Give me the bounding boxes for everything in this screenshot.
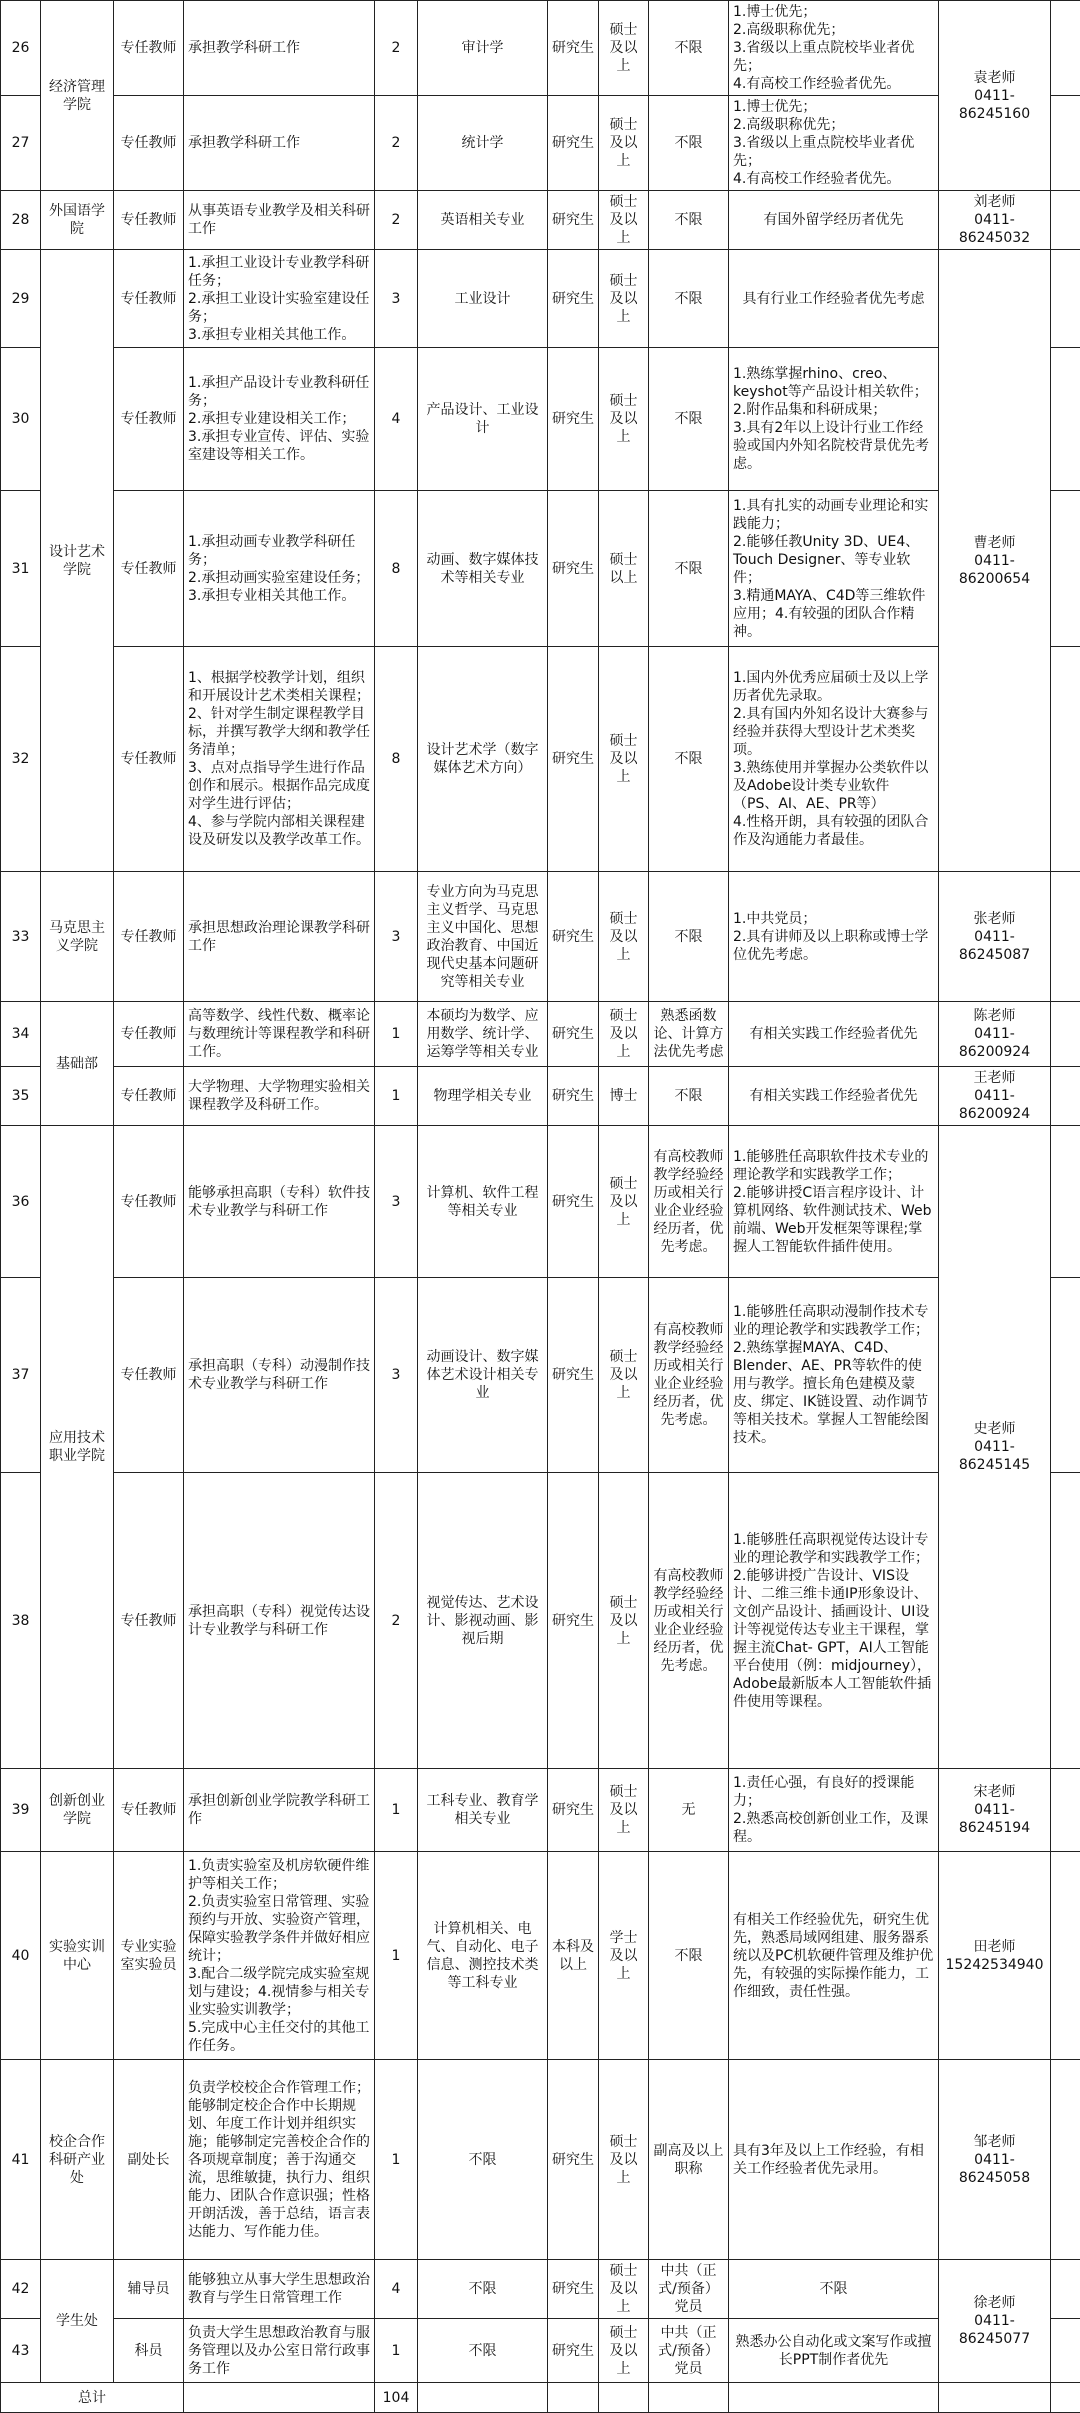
- education-cell: 研究生: [548, 1126, 599, 1278]
- major-cell: 英语相关专业: [418, 191, 548, 250]
- major-cell: 设计艺术学（数字媒体艺术方向）: [418, 647, 548, 872]
- unit-name: 应用技术职业学院: [41, 1126, 114, 1769]
- unit-name: 创新创业学院: [41, 1769, 114, 1852]
- requirement-cell: 具有3年及以上工作经验，有相关工作经验者优先录用。: [729, 2060, 939, 2260]
- requirement-cell: 熟悉办公自动化或文案写作或擅长PPT制作者优先: [729, 2319, 939, 2383]
- unit-name: 基础部: [41, 1002, 114, 1126]
- headcount-cell: 2: [375, 191, 418, 250]
- row-number: 30: [1, 348, 41, 491]
- experience-cell: 中共（正式/预备）党员: [649, 2260, 729, 2319]
- headcount-cell: 1: [375, 1769, 418, 1852]
- blank-cell: [1051, 96, 1080, 191]
- major-cell: 不限: [418, 2260, 548, 2319]
- degree-cell: 硕士及以上: [599, 191, 649, 250]
- unit-name: 马克思主义学院: [41, 872, 114, 1002]
- education-cell: 研究生: [548, 1769, 599, 1852]
- blank-cell: [1051, 491, 1080, 647]
- requirement-cell: 1.熟练掌握rhino、creo、keyshot等产品设计相关软件； 2.附作品集和科研成果； 3.具有2年以上设计行业工作经验或国内外知名院校背景优先考虑。: [729, 348, 939, 491]
- experience-cell: 无: [649, 1769, 729, 1852]
- row-number: 42: [1, 2260, 41, 2319]
- contact-cell: 王老师 0411-86200924: [939, 1067, 1051, 1126]
- duty-cell: 1、根据学校教学计划，组织和开展设计艺术类相关课程； 2、针对学生制定课程教学目标，并撰写教学大纲和教学任务清单； 3、点对点指导学生进行作品创作和展示。根据作品完成度对学生进行评估； 4、参与学院内部相关课程建设及研发以及教学改革工作。: [184, 647, 375, 872]
- row-number: 40: [1, 1852, 41, 2060]
- education-cell: 研究生: [548, 2319, 599, 2383]
- contact-cell: 刘老师 0411-86245032: [939, 191, 1051, 250]
- education-cell: 研究生: [548, 872, 599, 1002]
- table-row: [1, 1278, 1080, 1473]
- duty-cell: 承担教学科研工作: [184, 96, 375, 191]
- table-row: [1, 1126, 1080, 1278]
- requirement-cell: 1.能够胜任高职视觉传达设计专业的理论教学和实践教学工作； 2.能够讲授广告设计、VIS设计、二维三维卡通IP形象设计、文创产品设计、插画设计、UI设计等视觉传达专业主干课程，掌握主流Chat- GPT，AI人工智能平台使用（例：midjourney），Adobe最新版本人工智能软件插件使用等课程。: [729, 1473, 939, 1769]
- headcount-cell: 1: [375, 2060, 418, 2260]
- requirement-cell: 具有行业工作经验者优先考虑: [729, 250, 939, 348]
- blank-cell: [1051, 1, 1080, 96]
- table-row: [1, 491, 1080, 647]
- row-number: 33: [1, 872, 41, 1002]
- contact-cell: 徐老师 0411-86245077: [939, 2260, 1051, 2383]
- row-number: 28: [1, 191, 41, 250]
- total-value: 104: [375, 2383, 418, 2413]
- blank-cell: [418, 2383, 548, 2413]
- degree-cell: 学士及以上: [599, 1852, 649, 2060]
- education-cell: 研究生: [548, 96, 599, 191]
- major-cell: 不限: [418, 2319, 548, 2383]
- post-name: 科员: [114, 2319, 184, 2383]
- headcount-cell: 3: [375, 1278, 418, 1473]
- headcount-cell: 1: [375, 1852, 418, 2060]
- table-row: [1, 647, 1080, 872]
- row-number: 39: [1, 1769, 41, 1852]
- contact-cell: 邹老师 0411-86245058: [939, 2060, 1051, 2260]
- major-cell: 工业设计: [418, 250, 548, 348]
- experience-cell: 不限: [649, 872, 729, 1002]
- education-cell: 研究生: [548, 1278, 599, 1473]
- degree-cell: 硕士及以上: [599, 1, 649, 96]
- headcount-cell: 2: [375, 96, 418, 191]
- major-cell: 动画、数字媒体技术等相关专业: [418, 491, 548, 647]
- table-row: [1, 191, 1080, 250]
- education-cell: 研究生: [548, 2060, 599, 2260]
- blank-cell: [1051, 1067, 1080, 1126]
- degree-cell: 硕士及以上: [599, 348, 649, 491]
- post-name: 专任教师: [114, 1067, 184, 1126]
- experience-cell: 熟悉函数论、计算方法优先考虑: [649, 1002, 729, 1067]
- blank-cell: [1051, 2260, 1080, 2319]
- blank-cell: [184, 2383, 375, 2413]
- table-row: [1, 1473, 1080, 1769]
- post-name: 专任教师: [114, 1278, 184, 1473]
- major-cell: 统计学: [418, 96, 548, 191]
- duty-cell: 从事英语专业教学及相关科研工作: [184, 191, 375, 250]
- table-row: [1, 872, 1080, 1002]
- education-cell: 研究生: [548, 191, 599, 250]
- degree-cell: 硕士及以上: [599, 1126, 649, 1278]
- major-cell: 工科专业、教育学相关专业: [418, 1769, 548, 1852]
- experience-cell: 有高校教师教学经验经历或相关行业企业经验经历者，优先考虑。: [649, 1473, 729, 1769]
- degree-cell: 硕士及以上: [599, 872, 649, 1002]
- row-number: 41: [1, 2060, 41, 2260]
- education-cell: 研究生: [548, 2260, 599, 2319]
- blank-cell: [1051, 348, 1080, 491]
- post-name: 专任教师: [114, 96, 184, 191]
- post-name: 专业实验室实验员: [114, 1852, 184, 2060]
- unit-name: 学生处: [41, 2260, 114, 2383]
- headcount-cell: 2: [375, 1, 418, 96]
- education-cell: 研究生: [548, 250, 599, 348]
- requirement-cell: 1.博士优先； 2.高级职称优先； 3.省级以上重点院校毕业者优先； 4.有高校工作经验者优先。: [729, 96, 939, 191]
- duty-cell: 承担思想政治理论课教学科研工作: [184, 872, 375, 1002]
- requirement-cell: 不限: [729, 2260, 939, 2319]
- degree-cell: 硕士及以上: [599, 2260, 649, 2319]
- table-row: [1, 2060, 1080, 2260]
- experience-cell: 不限: [649, 250, 729, 348]
- blank-cell: [1051, 250, 1080, 348]
- row-number: 38: [1, 1473, 41, 1769]
- experience-cell: 不限: [649, 647, 729, 872]
- requirement-cell: 1.具有扎实的动画专业理论和实践能力； 2.能够任教Unity 3D、UE4、Touch Designer、等专业软件； 3.精通MAYA、C4D等三维软件应用；4.有较强的团队合作精神。: [729, 491, 939, 647]
- post-name: 辅导员: [114, 2260, 184, 2319]
- duty-cell: 承担创新创业学院教学科研工作: [184, 1769, 375, 1852]
- degree-cell: 硕士及以上: [599, 250, 649, 348]
- row-number: 26: [1, 1, 41, 96]
- education-cell: 研究生: [548, 1473, 599, 1769]
- experience-cell: 不限: [649, 491, 729, 647]
- unit-name: 校企合作科研产业处: [41, 2060, 114, 2260]
- duty-cell: 1.负责实验室及机房软硬件维护等相关工作； 2.负责实验室日常管理、实验预约与开放、实验资产管理，保障实验教学条件并做好相应统计； 3.配合二级学院完成实验室规划与建设；4.视情参与相关专业实验实训教学； 5.完成中心主任交付的其他工作任务。: [184, 1852, 375, 2060]
- contact-cell: 宋老师 0411-86245194: [939, 1769, 1051, 1852]
- degree-cell: 硕士及以上: [599, 2060, 649, 2260]
- major-cell: 动画设计、数字媒体艺术设计相关专业: [418, 1278, 548, 1473]
- headcount-cell: 2: [375, 1473, 418, 1769]
- post-name: 专任教师: [114, 1, 184, 96]
- degree-cell: 硕士及以上: [599, 96, 649, 191]
- major-cell: 本硕均为数学、应用数学、统计学、运筹学等相关专业: [418, 1002, 548, 1067]
- requirement-cell: 1.责任心强，有良好的授课能力； 2.熟悉高校创新创业工作，及课程。: [729, 1769, 939, 1852]
- headcount-cell: 1: [375, 1002, 418, 1067]
- blank-cell: [649, 2383, 729, 2413]
- blank-cell: [729, 2383, 939, 2413]
- degree-cell: 硕士及以上: [599, 1278, 649, 1473]
- blank-cell: [1051, 2383, 1080, 2413]
- table-row: [1, 2319, 1080, 2383]
- duty-cell: 负责大学生思想政治教育与服务管理以及办公室日常行政事务工作: [184, 2319, 375, 2383]
- major-cell: 视觉传达、艺术设计、影视动画、影视后期: [418, 1473, 548, 1769]
- experience-cell: 中共（正式/预备）党员: [649, 2319, 729, 2383]
- education-cell: 研究生: [548, 1067, 599, 1126]
- post-name: 专任教师: [114, 1002, 184, 1067]
- post-name: 专任教师: [114, 348, 184, 491]
- table-row: [1, 1, 1080, 96]
- blank-cell: [1051, 1473, 1080, 1769]
- major-cell: 物理学相关专业: [418, 1067, 548, 1126]
- duty-cell: 1.承担动画专业教学科研任务； 2.承担动画实验室建设任务； 3.承担专业相关其他工作。: [184, 491, 375, 647]
- unit-name: 设计艺术学院: [41, 250, 114, 872]
- duty-cell: 能够承担高职（专科）软件技术专业教学与科研工作: [184, 1126, 375, 1278]
- post-name: 专任教师: [114, 872, 184, 1002]
- headcount-cell: 3: [375, 872, 418, 1002]
- table-row: [1, 1067, 1080, 1126]
- experience-cell: 有高校教师教学经验经历或相关行业企业经验经历者，优先考虑。: [649, 1278, 729, 1473]
- contact-cell: 史老师 0411-86245145: [939, 1126, 1051, 1769]
- contact-cell: 袁老师 0411-86245160: [939, 1, 1051, 191]
- post-name: 副处长: [114, 2060, 184, 2260]
- requirement-cell: 有相关工作经验优先，研究生优先，熟悉局域网组建、服务器系统以及PC机软硬件管理及维护优先，有较强的实际操作能力，工作细致，责任性强。: [729, 1852, 939, 2060]
- table-row: [1, 348, 1080, 491]
- row-number: 34: [1, 1002, 41, 1067]
- blank-cell: [1051, 191, 1080, 250]
- requirement-cell: 有相关实践工作经验者优先: [729, 1002, 939, 1067]
- post-name: 专任教师: [114, 1769, 184, 1852]
- requirement-cell: 1.国内外优秀应届硕士及以上学历者优先录取。 2.具有国内外知名设计大赛参与经验并获得大型设计艺术类奖项。 3.熟练使用并掌握办公类软件以及Adobe设计类专业软件（PS、AI、AE、PR等） 4.性格开朗，具有较强的团队合作及沟通能力者最佳。: [729, 647, 939, 872]
- requirement-cell: 1.博士优先； 2.高级职称优先； 3.省级以上重点院校毕业者优先； 4.有高校工作经验者优先。: [729, 1, 939, 96]
- table-row: [1, 1769, 1080, 1852]
- headcount-cell: 3: [375, 250, 418, 348]
- blank-cell: [1051, 1769, 1080, 1852]
- major-cell: 专业方向为马克思主义哲学、马克思主义中国化、思想政治教育、中国近现代史基本问题研究等相关专业: [418, 872, 548, 1002]
- education-cell: 研究生: [548, 491, 599, 647]
- experience-cell: 不限: [649, 348, 729, 491]
- experience-cell: 不限: [649, 191, 729, 250]
- education-cell: 本科及以上: [548, 1852, 599, 2060]
- blank-cell: [1051, 2319, 1080, 2383]
- requirement-cell: 有相关实践工作经验者优先: [729, 1067, 939, 1126]
- blank-cell: [1051, 1852, 1080, 2060]
- post-name: 专任教师: [114, 1473, 184, 1769]
- blank-cell: [1051, 2060, 1080, 2260]
- headcount-cell: 4: [375, 2260, 418, 2319]
- blank-cell: [1051, 1126, 1080, 1278]
- blank-cell: [939, 2383, 1051, 2413]
- contact-cell: 田老师 15242534940: [939, 1852, 1051, 2060]
- headcount-cell: 4: [375, 348, 418, 491]
- education-cell: 研究生: [548, 1002, 599, 1067]
- post-name: 专任教师: [114, 250, 184, 348]
- major-cell: 审计学: [418, 1, 548, 96]
- requirement-cell: 有国外留学经历者优先: [729, 191, 939, 250]
- post-name: 专任教师: [114, 191, 184, 250]
- blank-cell: [1051, 872, 1080, 1002]
- experience-cell: 不限: [649, 1852, 729, 2060]
- blank-cell: [599, 2383, 649, 2413]
- table-row: [1, 1852, 1080, 2060]
- degree-cell: 硕士及以上: [599, 647, 649, 872]
- major-cell: 计算机相关、电气、自动化、电子信息、测控技术类等工科专业: [418, 1852, 548, 2060]
- row-number: 43: [1, 2319, 41, 2383]
- contact-cell: 曹老师 0411-86200654: [939, 250, 1051, 872]
- headcount-cell: 8: [375, 491, 418, 647]
- duty-cell: 承担教学科研工作: [184, 1, 375, 96]
- experience-cell: 不限: [649, 96, 729, 191]
- headcount-cell: 8: [375, 647, 418, 872]
- degree-cell: 博士: [599, 1067, 649, 1126]
- post-name: 专任教师: [114, 647, 184, 872]
- post-name: 专任教师: [114, 1126, 184, 1278]
- duty-cell: 1.承担工业设计专业教学科研任务； 2.承担工业设计实验室建设任务； 3.承担专业相关其他工作。: [184, 250, 375, 348]
- duty-cell: 高等数学、线性代数、概率论与数理统计等课程教学和科研工作。: [184, 1002, 375, 1067]
- contact-cell: 陈老师 0411-86200924: [939, 1002, 1051, 1067]
- experience-cell: 有高校教师教学经验经历或相关行业企业经验经历者，优先考虑。: [649, 1126, 729, 1278]
- experience-cell: 不限: [649, 1, 729, 96]
- requirement-cell: 1.能够胜任高职软件技术专业的理论教学和实践教学工作； 2.能够讲授C语言程序设计、计算机网络、软件测试技术、Web前端、Web开发框架等课程;掌握人工智能软件插件使用。: [729, 1126, 939, 1278]
- unit-name: 实验实训中心: [41, 1852, 114, 2060]
- total-row: [1, 2383, 1080, 2413]
- experience-cell: 副高及以上职称: [649, 2060, 729, 2260]
- duty-cell: 1.承担产品设计专业教科研任务； 2.承担专业建设相关工作； 3.承担专业宣传、评估、实验室建设等相关工作。: [184, 348, 375, 491]
- row-number: 31: [1, 491, 41, 647]
- duty-cell: 承担高职（专科）动漫制作技术专业教学与科研工作: [184, 1278, 375, 1473]
- duty-cell: 承担高职（专科）视觉传达设计专业教学与科研工作: [184, 1473, 375, 1769]
- headcount-cell: 1: [375, 2319, 418, 2383]
- blank-cell: [1051, 647, 1080, 872]
- education-cell: 研究生: [548, 348, 599, 491]
- row-number: 29: [1, 250, 41, 348]
- blank-cell: [1051, 1278, 1080, 1473]
- duty-cell: 能够独立从事大学生思想政治教育与学生日常管理工作: [184, 2260, 375, 2319]
- degree-cell: 硕士及以上: [599, 1769, 649, 1852]
- headcount-cell: 1: [375, 1067, 418, 1126]
- unit-name: 经济管理学院: [41, 1, 114, 191]
- degree-cell: 硕士及以上: [599, 1002, 649, 1067]
- experience-cell: 不限: [649, 1067, 729, 1126]
- education-cell: 研究生: [548, 1, 599, 96]
- table-row: [1, 250, 1080, 348]
- major-cell: 不限: [418, 2060, 548, 2260]
- unit-name: 外国语学院: [41, 191, 114, 250]
- degree-cell: 硕士以上: [599, 491, 649, 647]
- table-row: [1, 2260, 1080, 2319]
- table-row: [1, 1002, 1080, 1067]
- degree-cell: 硕士及以上: [599, 2319, 649, 2383]
- contact-cell: 张老师 0411-86245087: [939, 872, 1051, 1002]
- requirement-cell: 1.中共党员； 2.具有讲师及以上职称或博士学位优先考虑。: [729, 872, 939, 1002]
- blank-cell: [1051, 1002, 1080, 1067]
- headcount-cell: 3: [375, 1126, 418, 1278]
- requirement-cell: 1.能够胜任高职动漫制作技术专业的理论教学和实践教学工作； 2.熟练掌握MAYA、C4D、Blender、AE、PR等软件的使用与教学。擅长角色建模及蒙皮、绑定、IK链设置、动作调节等相关技术。掌握人工智能绘图技术。: [729, 1278, 939, 1473]
- duty-cell: 负责学校校企合作管理工作；能够制定校企合作中长期规划、年度工作计划并组织实施；能够制定完善校企合作的各项规章制度；善于沟通交流，思维敏捷，执行力、组织能力、团队合作意识强；性格开朗活泼，善于总结，语言表达能力、写作能力佳。: [184, 2060, 375, 2260]
- row-number: 35: [1, 1067, 41, 1126]
- row-number: 32: [1, 647, 41, 872]
- row-number: 27: [1, 96, 41, 191]
- major-cell: 产品设计、工业设计: [418, 348, 548, 491]
- degree-cell: 硕士及以上: [599, 1473, 649, 1769]
- table-row: [1, 96, 1080, 191]
- major-cell: 计算机、软件工程等相关专业: [418, 1126, 548, 1278]
- duty-cell: 大学物理、大学物理实验相关课程教学及科研工作。: [184, 1067, 375, 1126]
- education-cell: 研究生: [548, 647, 599, 872]
- row-number: 37: [1, 1278, 41, 1473]
- total-label: 总计: [1, 2383, 184, 2413]
- post-name: 专任教师: [114, 491, 184, 647]
- blank-cell: [548, 2383, 599, 2413]
- row-number: 36: [1, 1126, 41, 1278]
